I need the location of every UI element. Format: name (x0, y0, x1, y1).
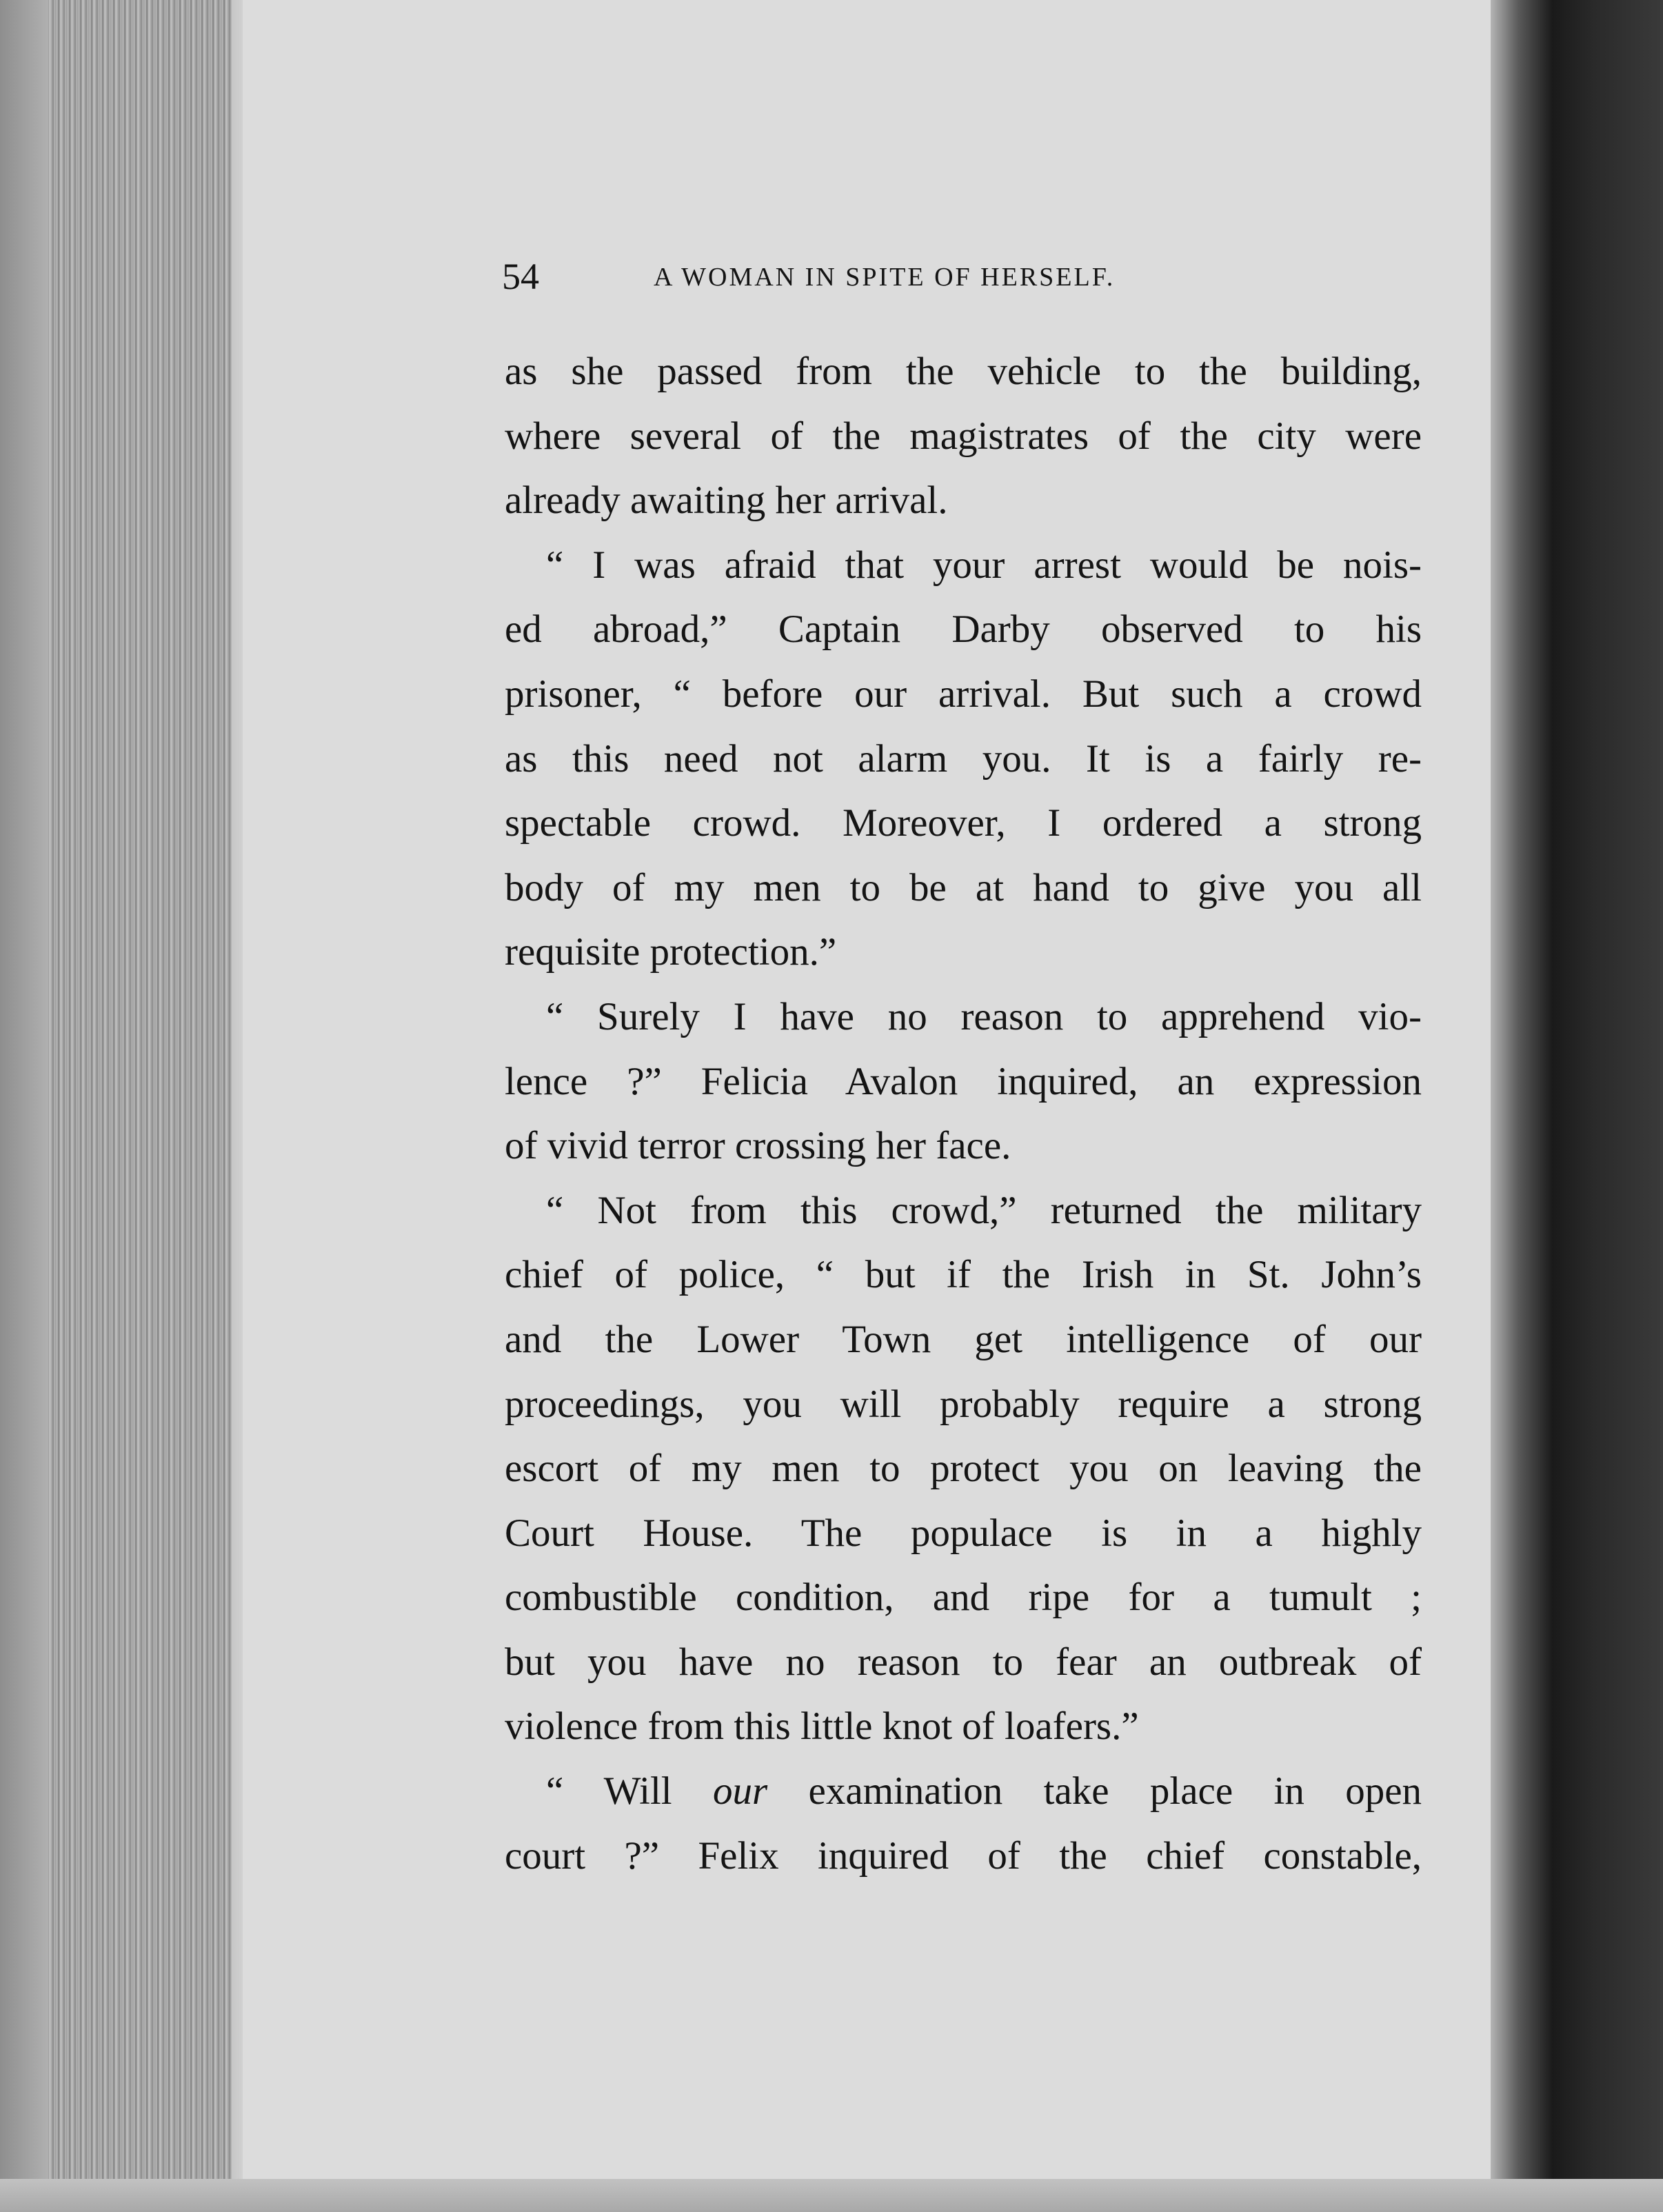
italic-word: our (713, 1769, 768, 1813)
text-line: violence from this little knot of loafers.” (505, 1705, 1139, 1749)
text-line: “ Surely I have no reason to apprehend vio- (546, 994, 1422, 1038)
text-line: “ I was afraid that your arrest would be nois- (546, 543, 1422, 587)
text-line: of vivid terror crossing her face. (505, 1124, 1011, 1168)
text-segment: examination take place in open (767, 1769, 1422, 1813)
text-line: body of my men to be at hand to give you all (505, 865, 1422, 909)
text-line: prisoner, “ before our arrival. But such a crowd (505, 672, 1422, 716)
running-head (502, 255, 1453, 310)
text-line: as this need not alarm you. It is a fairly re- (505, 736, 1422, 781)
bottom-edge (0, 2179, 1663, 2212)
running-title: A WOMAN IN SPITE OF HERSELF. (654, 263, 1116, 292)
text-line: but you have no reason to fear an outbreak of (505, 1640, 1422, 1684)
body-text (505, 339, 1422, 1888)
text-line: ed abroad,” Captain Darby observed to his (505, 607, 1422, 652)
text-line: spectable crowd. Moreover, I ordered a strong (505, 801, 1422, 845)
text-line: already awaiting her arrival. (505, 479, 948, 523)
text-line: court ?” Felix inquired of the chief constable, (505, 1833, 1422, 1878)
text-line: proceedings, you will probably require a strong (505, 1382, 1422, 1426)
text-line: escort of my men to protect you on leaving the (505, 1447, 1422, 1491)
cover-shadow (1491, 0, 1663, 2212)
text-line: chief of police, “ but if the Irish in St. John’s (505, 1253, 1422, 1297)
text-line-with-italic (505, 1759, 1422, 1824)
text-line: Court House. The populace is in a highly (505, 1511, 1422, 1555)
book-page-edges (0, 0, 248, 2212)
text-line: requisite protection.” (505, 930, 837, 974)
page-number: 54 (502, 256, 539, 297)
text-segment: “ Will (546, 1769, 713, 1813)
text-line: and the Lower Town get intelligence of our (505, 1317, 1422, 1361)
text-line: where several of the magistrates of the city were (505, 414, 1422, 458)
text-line: combustible condition, and ripe for a tumult ; (505, 1576, 1422, 1620)
text-line: as she passed from the vehicle to the building, (505, 350, 1422, 393)
text-line: “ Not from this crowd,” returned the military (546, 1188, 1422, 1232)
text-line: lence ?” Felicia Avalon inquired, an expression (505, 1059, 1422, 1103)
